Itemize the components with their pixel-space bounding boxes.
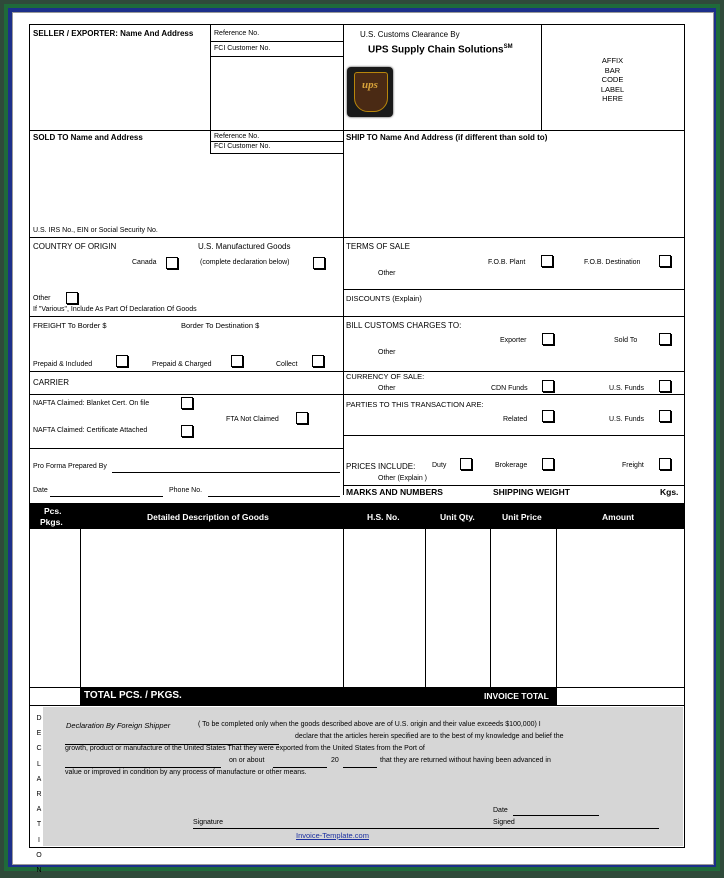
prepaid-charged-label: Prepaid & Charged — [152, 361, 212, 368]
side-letter: A — [36, 775, 42, 783]
exporter-checkbox[interactable] — [542, 333, 554, 345]
prices-other-label: Other (Explain ) — [378, 475, 428, 482]
fob-destination-checkbox[interactable] — [659, 255, 671, 267]
col-divider — [556, 529, 557, 705]
declaration-date-line[interactable] — [513, 815, 599, 816]
shipping-weight-label: SHIPPING WEIGHT — [493, 487, 570, 497]
currency-us-funds-checkbox[interactable] — [659, 380, 671, 392]
header-unit-price: Unit Price — [502, 512, 542, 522]
header-description: Detailed Description of Goods — [147, 512, 269, 522]
seller-title: SELLER / EXPORTER: Name And Address — [33, 29, 194, 38]
prepared-by-line[interactable] — [112, 472, 340, 473]
declaration-line5: value or improved in condition by any process of manufacture or other means. — [65, 769, 307, 776]
side-letter: A — [36, 806, 42, 814]
prepaid-included-checkbox[interactable] — [116, 355, 128, 367]
divider — [210, 56, 343, 57]
declaration-line3: growth, product or manufacture of the United States That they were exported from the United States from the Port of — [65, 745, 425, 752]
bill-sold-to-checkbox[interactable] — [659, 333, 671, 345]
exporter-label: Exporter — [500, 337, 527, 344]
side-letter: L — [37, 760, 41, 768]
various-note: If "Various", Include As Part Of Declaration Of Goods — [33, 306, 197, 313]
related-checkbox[interactable] — [542, 410, 554, 422]
ups-shield-icon — [354, 72, 388, 112]
side-letter: N — [36, 867, 42, 875]
collect-label: Collect — [276, 361, 298, 368]
marks-numbers-label: MARKS AND NUMBERS — [346, 487, 443, 497]
declaration-section — [43, 707, 683, 846]
canada-label: Canada — [132, 259, 157, 266]
divider — [30, 394, 684, 395]
freight-label: Freight — [622, 462, 644, 469]
kgs-label: Kgs. — [660, 487, 679, 497]
divider — [343, 289, 684, 290]
side-letter: T — [36, 821, 42, 829]
date-label: Date — [33, 487, 48, 494]
date-day-line[interactable] — [273, 767, 327, 768]
canada-checkbox[interactable] — [166, 257, 178, 269]
header-unit-qty: Unit Qty. — [440, 512, 475, 522]
header-hs-no: H.S. No. — [367, 512, 400, 522]
sold-to-fci-label: FCI Customer No. — [214, 143, 271, 150]
us-manufactured-checkbox[interactable] — [313, 257, 325, 269]
brokerage-label: Brokerage — [495, 462, 528, 469]
fob-destination-label: F.O.B. Destination — [584, 259, 641, 266]
nafta-cert-checkbox[interactable] — [181, 425, 193, 437]
divider — [343, 435, 684, 436]
col-divider — [343, 529, 344, 687]
bill-sold-to-label: Sold To — [614, 337, 638, 344]
side-letter: R — [36, 791, 42, 799]
related-label: Related — [503, 416, 528, 423]
nafta-blanket-label: NAFTA Claimed: Blanket Cert. On file — [33, 400, 150, 407]
freight-checkbox[interactable] — [659, 458, 671, 470]
divider — [210, 41, 343, 42]
fob-plant-checkbox[interactable] — [541, 255, 553, 267]
declaration-line4: that they are returned without having been advanced in — [380, 757, 551, 764]
signature-line[interactable] — [193, 828, 493, 829]
date-line[interactable] — [50, 496, 163, 497]
border-to-destination-label: Border To Destination $ — [181, 321, 260, 330]
divider — [343, 485, 684, 486]
discounts-title: DISCOUNTS (Explain) — [346, 294, 422, 303]
total-pcs-label: TOTAL PCS. / PKGS. — [84, 690, 182, 701]
signature-label: Signature — [193, 819, 223, 826]
origin-other-checkbox[interactable] — [66, 292, 78, 304]
cdn-funds-checkbox[interactable] — [542, 380, 554, 392]
declaration-line1: ( To be completed only when the goods described above are of U.S. origin and their value exceeds $100,000) I — [198, 721, 541, 728]
seller-ref-label: Reference No. — [214, 30, 260, 37]
currency-title: CURRENCY OF SALE: — [346, 372, 425, 381]
goods-table-header — [30, 503, 684, 529]
header-amount: Amount — [602, 512, 635, 522]
phone-line[interactable] — [208, 496, 340, 497]
origin-title: COUNTRY OF ORIGIN — [33, 242, 117, 251]
center-divider — [343, 130, 344, 495]
divider — [30, 705, 684, 706]
bill-other-label: Other — [378, 349, 396, 356]
declaration-line2: declare that the articles herein specified are to the best of my knowledge and belief the — [295, 733, 564, 740]
affix-line: HERE — [602, 94, 623, 103]
invoice-form — [29, 24, 685, 875]
side-letter: D — [36, 715, 42, 722]
col-divider — [490, 529, 491, 687]
col-divider — [80, 529, 81, 687]
customs-company-name: UPS Supply Chain Solutions — [368, 44, 504, 56]
divider — [30, 237, 684, 238]
signed-label: Signed — [493, 819, 515, 826]
brokerage-checkbox[interactable] — [542, 458, 554, 470]
divider — [343, 25, 344, 130]
seller-fci-label: FCI Customer No. — [214, 45, 271, 52]
declaration-year-prefix: 20 — [331, 757, 339, 764]
fta-not-claimed-checkbox[interactable] — [296, 412, 308, 424]
parties-us-funds-label: U.S. Funds — [609, 416, 645, 423]
invoice-total-label: INVOICE TOTAL — [484, 691, 549, 701]
divider — [210, 153, 343, 154]
parties-us-funds-checkbox[interactable] — [659, 410, 671, 422]
terms-other-label: Other — [378, 270, 396, 277]
affix-line: CODE — [601, 75, 624, 84]
nafta-blanket-checkbox[interactable] — [181, 397, 193, 409]
sold-to-ref-label: Reference No. — [214, 133, 260, 140]
bill-customs-title: BILL CUSTOMS CHARGES TO: — [346, 321, 462, 330]
prepaid-included-label: Prepaid & Included — [33, 361, 93, 368]
origin-other-label: Other — [33, 295, 51, 302]
carrier-title: CARRIER — [33, 378, 70, 387]
fob-plant-label: F.O.B. Plant — [488, 259, 526, 266]
company-mark: SM — [503, 44, 513, 50]
sold-to-title: SOLD TO Name and Address — [33, 133, 143, 142]
complete-decl-label: (complete declaration below) — [200, 259, 290, 266]
side-letter: O — [36, 851, 42, 859]
declaration-side-label — [35, 711, 43, 878]
customs-clearance-label: U.S. Customs Clearance By — [360, 30, 460, 39]
fta-not-claimed-label: FTA Not Claimed — [226, 416, 279, 423]
header-pkgs: Pkgs. — [40, 517, 63, 527]
declaration-on-or-about: on or about — [229, 757, 265, 764]
parties-title: PARTIES TO THIS TRANSACTION ARE: — [346, 400, 484, 409]
divider — [210, 141, 343, 142]
duty-checkbox[interactable] — [460, 458, 472, 470]
divider — [30, 130, 684, 131]
ups-logo-icon — [347, 67, 393, 117]
cdn-funds-label: CDN Funds — [491, 385, 528, 392]
customs-company — [368, 44, 513, 55]
affix-line: AFFIX — [601, 56, 624, 65]
affix-line: LABEL — [600, 84, 625, 94]
duty-label: Duty — [432, 462, 447, 469]
collect-checkbox[interactable] — [312, 355, 324, 367]
divider — [30, 316, 684, 317]
prices-title: PRICES INCLUDE: — [346, 462, 416, 471]
ups-logo-text: ups — [362, 79, 378, 91]
header-pcs: Pcs. — [44, 506, 62, 516]
us-manufactured-label: U.S. Manufactured Goods — [198, 242, 291, 251]
freight-to-border-label: FREIGHT To Border $ — [33, 321, 107, 330]
website-link[interactable]: Invoice-Template.com — [296, 831, 369, 840]
affix-line: BAR — [604, 65, 621, 75]
divider — [30, 448, 343, 449]
date-year-line[interactable] — [343, 767, 377, 768]
currency-us-funds-label: U.S. Funds — [609, 385, 645, 392]
signed-line[interactable] — [493, 828, 659, 829]
prepared-by-label: Pro Forma Prepared By — [33, 463, 107, 470]
side-letter: C — [36, 745, 42, 753]
phone-label: Phone No. — [169, 487, 203, 494]
prepaid-charged-checkbox[interactable] — [231, 355, 243, 367]
currency-other-label: Other — [378, 385, 396, 392]
col-divider — [425, 529, 426, 687]
irs-label: U.S. IRS No., EIN or Social Security No. — [33, 227, 158, 234]
totals-bar — [80, 687, 556, 705]
nafta-cert-label: NAFTA Claimed: Certificate Attached — [33, 427, 148, 434]
ship-to-title: SHIP TO Name And Address (if different than sold to) — [346, 133, 548, 142]
terms-title: TERMS OF SALE — [346, 242, 411, 251]
port-line[interactable] — [65, 767, 221, 768]
declaration-title: Declaration By Foreign Shipper — [66, 721, 171, 730]
side-letter: E — [36, 730, 42, 738]
side-letter: I — [38, 836, 40, 844]
declaration-date-label: Date — [493, 807, 508, 814]
affix-barcode-area — [541, 56, 684, 104]
